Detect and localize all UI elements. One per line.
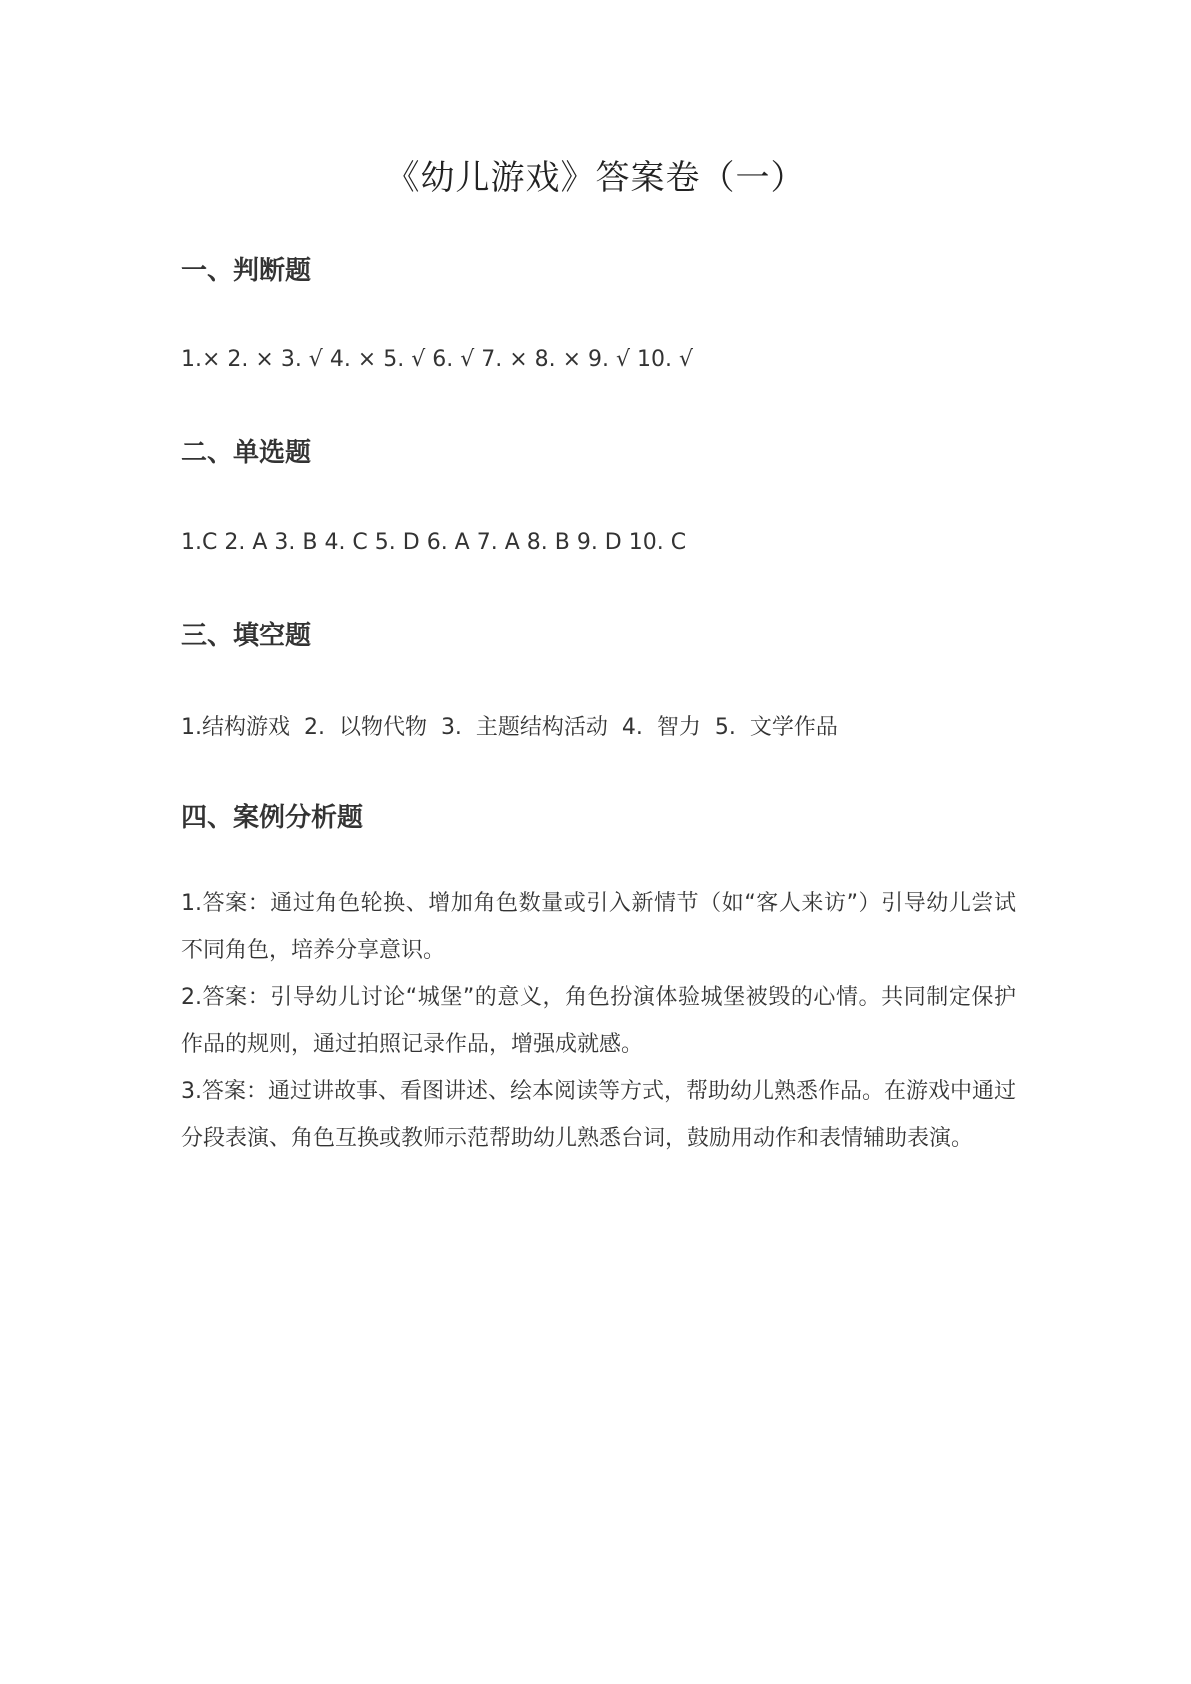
fill-blank-answers: 1.结构游戏 2. 以物代物 3. 主题结构活动 4. 智力 5. 文学作品 xyxy=(181,715,838,740)
single-choice-answers: 1.C 2. A 3. B 4. C 5. D 6. A 7. A 8. B 9. D 10. C xyxy=(181,530,687,555)
case-analysis-answer-2: 2.答案：引导幼儿讨论“城堡”的意义，角色扮演体验城堡被毁的心情。共同制定保护作品的规则，通过拍照记录作品，增强成就感。 xyxy=(181,985,1016,1057)
case-analysis-answer-3: 3.答案：通过讲故事、看图讲述、绘本阅读等方式，帮助幼儿熟悉作品。在游戏中通过分段表演、角色互换或教师示范帮助幼儿熟悉台词，鼓励用动作和表情辅助表演。 xyxy=(181,1079,1016,1151)
section-heading-case-analysis: 四、案例分析题 xyxy=(181,803,364,833)
section-heading-true-false: 一、判断题 xyxy=(181,256,312,286)
document-title: 《幼儿游戏》答案卷（一） xyxy=(385,158,806,198)
section-heading-single-choice: 二、单选题 xyxy=(181,438,312,468)
case-analysis-list xyxy=(181,880,1016,1162)
true-false-answers: 1.× 2. × 3. √ 4. × 5. √ 6. √ 7. × 8. × 9. √ 10. √ xyxy=(181,347,694,372)
case-analysis-answer-1: 1.答案：通过角色轮换、增加角色数量或引入新情节（如“客人来访”）引导幼儿尝试不同角色，培养分享意识。 xyxy=(181,891,1016,963)
section-heading-fill-blank: 三、填空题 xyxy=(181,621,312,651)
